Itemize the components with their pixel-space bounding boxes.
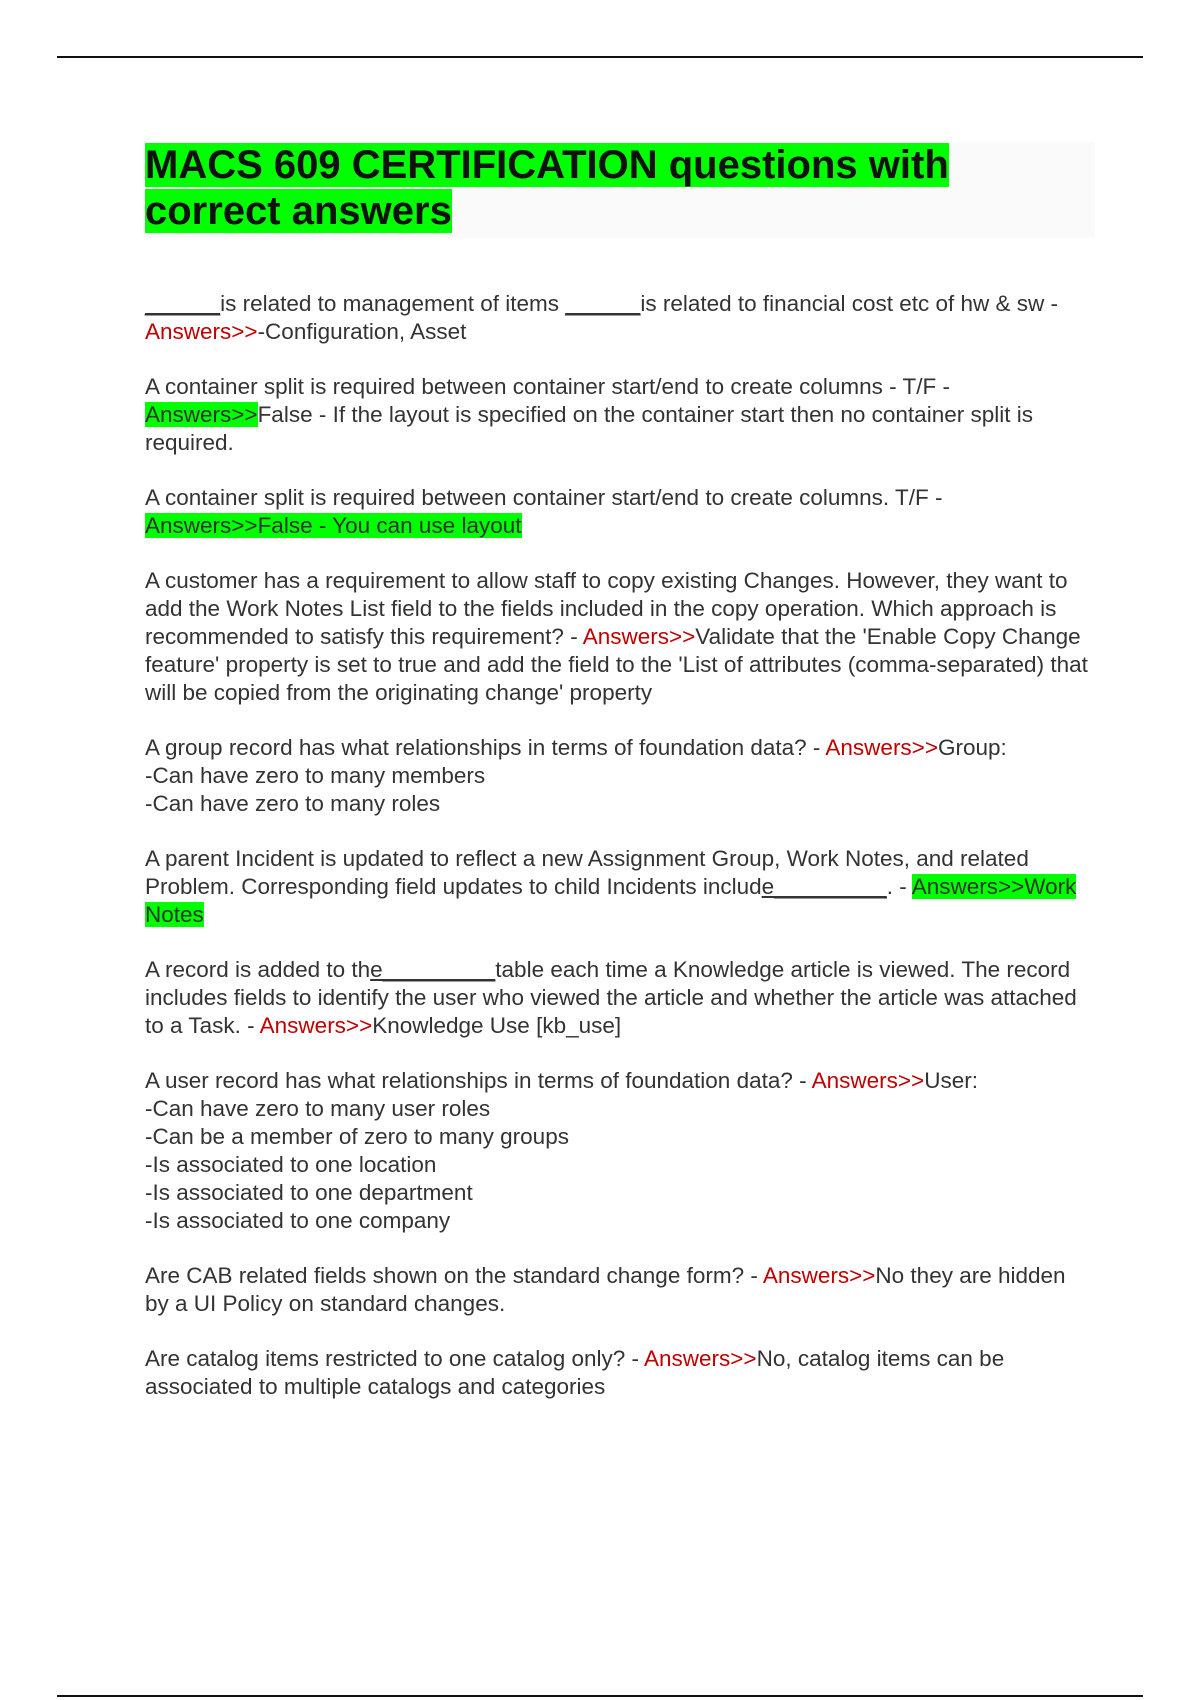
document-title: MACS 609 CERTIFICATION questions with correct answers xyxy=(145,143,949,233)
answer-label: Answers>> xyxy=(762,1263,876,1288)
question-text: is related to management of items xyxy=(220,291,566,316)
answer-label: Answers>> xyxy=(811,1068,925,1093)
qa-list xyxy=(145,290,1095,1428)
top-rule xyxy=(57,56,1143,58)
qa-item xyxy=(145,1262,1095,1318)
blank: e_________ xyxy=(761,874,887,899)
blank: ______ xyxy=(145,291,221,316)
qa-item xyxy=(145,845,1095,929)
qa-item xyxy=(145,1345,1095,1401)
answer-text: Work Notes xyxy=(145,874,1077,927)
blank: e_________ xyxy=(370,957,496,982)
answer-text: Validate that the 'Enable Copy Change feature' property is set to true and add the field to the 'List of attributes (comma-separated) that will be copied from the originating change' property xyxy=(145,624,1088,705)
question-text: A user record has what relationships in terms of foundation data? - xyxy=(145,1068,812,1093)
answer-label: Answers>> xyxy=(145,513,258,538)
answer-text: No they are hidden by a UI Policy on standard changes. xyxy=(145,1263,1066,1316)
qa-item xyxy=(145,484,1095,540)
qa-item xyxy=(145,290,1095,346)
qa-item xyxy=(145,567,1095,707)
qa-item xyxy=(145,373,1095,457)
answer-text: No, catalog items can be associated to multiple catalogs and categories xyxy=(145,1346,1005,1399)
bottom-rule xyxy=(57,1695,1143,1697)
qa-item xyxy=(145,734,1095,818)
answer-text: User: -Can have zero to many user roles -Can be a member of zero to many groups -Is associated to one location -Is associated to one department -Is associated to one company xyxy=(145,1068,978,1233)
answer-label: Answers>> xyxy=(582,624,696,649)
question-text: A customer has a requirement to allow staff to copy existing Changes. However, they want to add the Work Notes List field to the fields included in the copy operation. Which approach is recommended to satisfy this requirement? - xyxy=(145,568,1068,649)
answer-text: Group: -Can have zero to many members -Can have zero to many roles xyxy=(145,735,1007,816)
answer-label: Answers>> xyxy=(145,402,258,427)
title-block xyxy=(145,142,1095,238)
answer-text: False - You can use layout xyxy=(257,513,522,538)
blank: ______ xyxy=(565,291,641,316)
answer-label: Answers>> xyxy=(145,319,258,344)
question-text: Are catalog items restricted to one catalog only? - xyxy=(145,1346,645,1371)
qa-item xyxy=(145,1067,1095,1235)
question-text: table each time a Knowledge article is viewed. The record includes fields to identify the user who viewed the article and whether the article was attached to a Task. - xyxy=(145,957,1077,1038)
answer-label: Answers>> xyxy=(259,1013,373,1038)
question-text: A container split is required between container start/end to create columns - T/F - xyxy=(145,374,950,399)
qa-item xyxy=(145,956,1095,1040)
question-text: A container split is required between container start/end to create columns. T/F - xyxy=(145,485,943,510)
answer-label: Answers>> xyxy=(644,1346,757,1371)
question-text: A parent Incident is updated to reflect a new Assignment Group, Work Notes, and related Problem. Corresponding field updates to child Incidents includ xyxy=(145,846,1029,899)
answer-text: False - If the layout is specified on the container start then no container split is required. xyxy=(145,402,1033,455)
answer-label: Answers>> xyxy=(825,735,938,760)
answer-text: -Configuration, Asset xyxy=(257,319,467,344)
question-text: Are CAB related fields shown on the standard change form? - xyxy=(145,1263,763,1288)
answer-text: Knowledge Use [kb_use] xyxy=(372,1013,622,1038)
question-text: A group record has what relationships in terms of foundation data? - xyxy=(145,735,826,760)
question-text: is related to financial cost etc of hw & sw - xyxy=(640,291,1059,316)
answer-label: Answers>> xyxy=(911,874,1025,899)
question-text: A record is added to th xyxy=(145,957,371,982)
question-text: . - xyxy=(886,874,912,899)
